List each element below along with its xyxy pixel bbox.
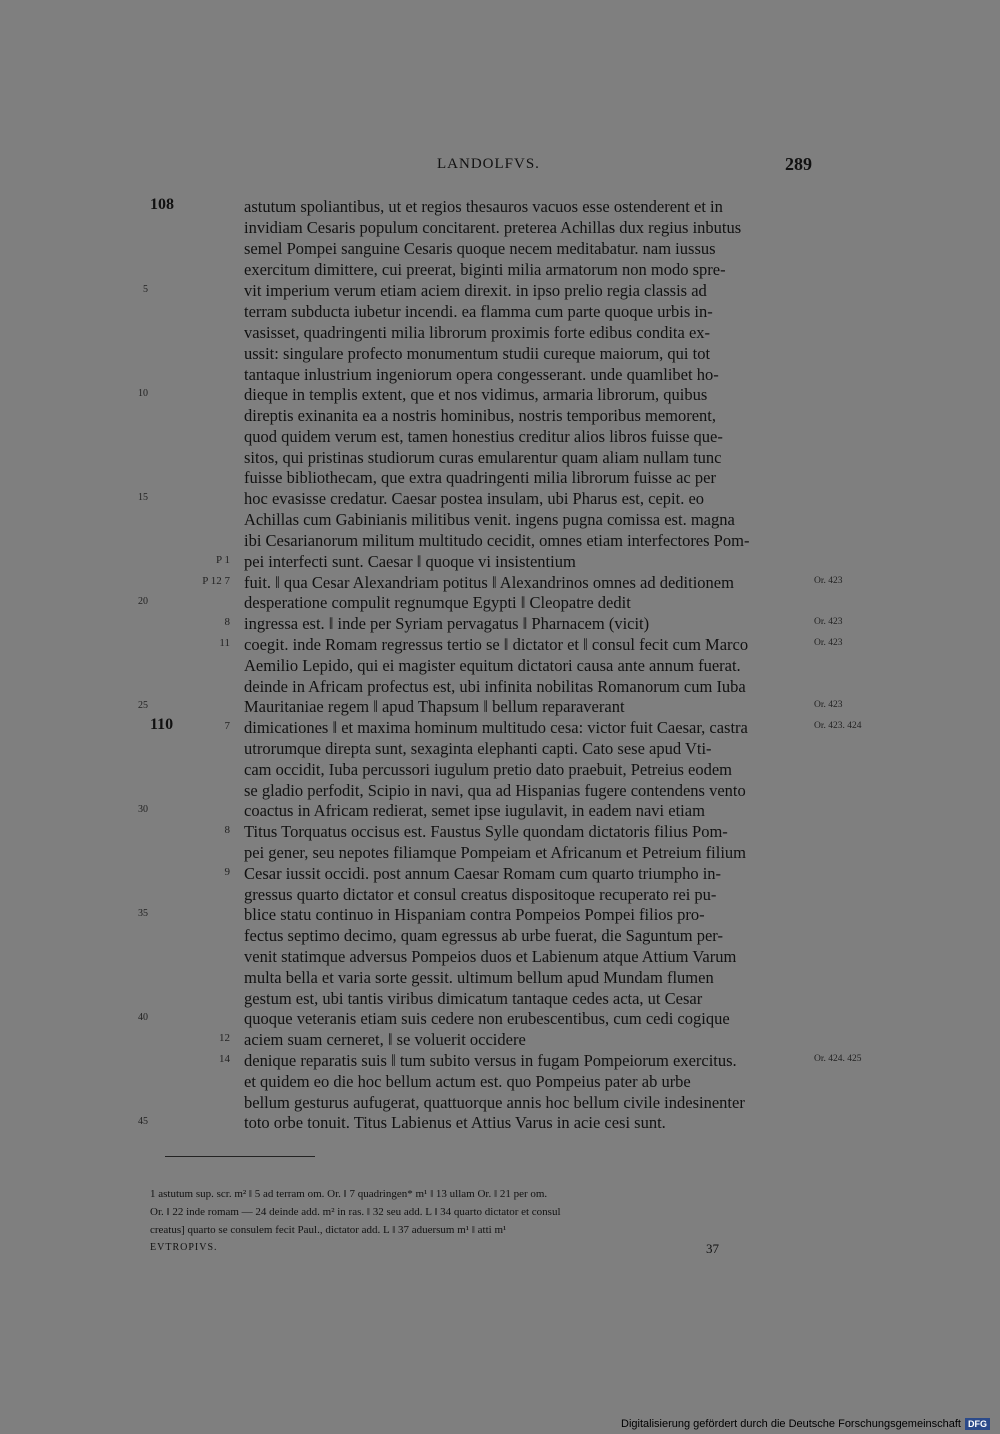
- footnote-line: 1 astutum sup. scr. m² ‖ 5 ad terram om. Or. ‖ 7 quadringen* m¹ ‖ 13 ullam Or. ‖ 21 per om.: [150, 1188, 548, 1200]
- text-line: Cesar iussit occidi. post annum Caesar Romam cum quarto triumpho in-: [244, 864, 722, 883]
- text-line: blice statu continuo in Hispaniam contra Pompeios Pompei filios pro-: [244, 905, 705, 924]
- text-line: coactus in Africam redierat, semet ipse iugulavit, in eadem navi etiam: [244, 801, 705, 820]
- orosius-ref: Or. 424. 425: [814, 1054, 862, 1064]
- line-number: 15: [138, 492, 148, 503]
- text-line: dimicationes ‖ et maxima hominum multitudo cesa: victor fuit Caesar, castra: [244, 718, 748, 737]
- text-line: fuisse bibliothecam, que extra quadringenti milia librorum fuisse ac per: [244, 468, 716, 487]
- orosius-ref: Or. 423: [814, 617, 843, 627]
- page-number: 289: [785, 154, 812, 174]
- text-line: desperatione compulit regnumque Egypti ‖ Cleopatre dedit: [244, 593, 631, 612]
- text-line: semel Pompei sanguine Cesaris quoque necem meditabatur. nam iussus: [244, 239, 716, 258]
- orosius-ref: Or. 423: [814, 638, 843, 648]
- source-ref: 11: [219, 637, 230, 649]
- line-number: 40: [138, 1012, 148, 1023]
- digitization-credit: [621, 1418, 990, 1430]
- text-line: venit statimque adversus Pompeios duos et Labienum atque Attium Varum: [244, 947, 737, 966]
- line-number: 45: [138, 1116, 148, 1127]
- critical-apparatus: [150, 1185, 810, 1239]
- text-line: vasisset, quadringenti milia librorum proximis forte edibus condita ex-: [244, 323, 711, 342]
- text-line: tantaque inlustrium ingeniorum opera congesserant. unde quamlibet ho-: [244, 365, 719, 384]
- footnote-line: Or. ‖ 22 inde romam — 24 deinde add. m² in ras. ‖ 32 seu add. L ‖ 34 quarto dictator et consul: [150, 1206, 561, 1218]
- orosius-ref: Or. 423: [814, 700, 843, 710]
- line-number: 10: [138, 388, 148, 399]
- text-line: Aemilio Lepido, qui ei magister equitum dictatori causa ante annum fuerat.: [244, 656, 741, 675]
- text-line: se gladio perfodit, Scipio in navi, qua ad Hispanias fugere contendens vento: [244, 781, 746, 800]
- signature-number: 37: [706, 1241, 719, 1256]
- text-line: multa bella et varia sorte gessit. ultimum bellum apud Mundam flumen: [244, 968, 714, 987]
- text-line: Achillas cum Gabinianis militibus venit. ingens pugna comissa est. magna: [244, 510, 735, 529]
- text-line: hoc evasisse credatur. Caesar postea insulam, ubi Pharus est, cepit. eo: [244, 489, 705, 508]
- text-line: bellum gesturus aufugerat, quattuorque annis hoc bellum civile indesinenter: [244, 1093, 745, 1112]
- text-line: cam occidit, Iuba percussori iugulum pretio dato praebuit, Petreius eodem: [244, 760, 732, 779]
- text-line: ussit: singulare profecto monumentum studii cureque maiorum, qui tot: [244, 344, 711, 363]
- text-line: terram subducta iubetur incendi. ea flamma cum parte quoque urbis in-: [244, 302, 713, 321]
- source-ref: 8: [224, 824, 230, 836]
- source-ref: 8: [224, 616, 230, 628]
- dfg-logo-icon: DFG: [965, 1418, 990, 1430]
- section-number: 110: [150, 716, 174, 733]
- text-line: sitos, qui pristinas studiorum curas emularentur quam aliam nullam tunc: [244, 448, 722, 467]
- source-ref: P 12 7: [202, 575, 230, 587]
- text-line: deinde in Africam profectus est, ubi infinita nobilitas Romanorum cum Iuba: [244, 677, 746, 696]
- text-line: fuit. ‖ qua Cesar Alexandriam potitus ‖ Alexandrinos omnes ad deditionem: [244, 573, 734, 592]
- source-ref: 9: [224, 866, 230, 878]
- text-line: vit imperium verum etiam aciem direxit. in ipso prelio regia classis ad: [244, 281, 707, 300]
- source-ref: 14: [219, 1053, 230, 1065]
- text-line: denique reparatis suis ‖ tum subito versus in fugam Pompeiorum exercitus.: [244, 1051, 737, 1070]
- text-line: pei interfecti sunt. Caesar ‖ quoque vi insistentium: [244, 552, 576, 571]
- text-line: astutum spoliantibus, ut et regios thesauros vacuos esse ostenderent et in: [244, 197, 723, 216]
- source-ref: 7: [224, 720, 230, 732]
- text-line: aciem suam cerneret, ‖ se voluerit occidere: [244, 1030, 526, 1049]
- text-line: ingressa est. ‖ inde per Syriam pervagatus ‖ Pharnacem (vicit): [244, 614, 650, 633]
- text-line: coegit. inde Romam regressus tertio se ‖ dictator et ‖ consul fecit cum Marco: [244, 635, 749, 654]
- text-line: quoque veteranis etiam suis cedere non erubescentibus, cum cedi cogique: [244, 1009, 730, 1028]
- text-line: dieque in templis extent, que et nos vidimus, armaria librorum, quibus: [244, 385, 708, 404]
- source-ref: P 1: [216, 554, 230, 566]
- line-number: 35: [138, 908, 148, 919]
- section-number: 108: [150, 196, 174, 213]
- signature-mark: EVTROPIVS.: [150, 1242, 218, 1253]
- text-line: toto orbe tonuit. Titus Labienus et Attius Varus in acie cesi sunt.: [244, 1113, 666, 1132]
- digitization-note: Digitalisierung gefördert durch die Deutsche Forschungsgemeinschaft: [621, 1418, 961, 1430]
- text-line: invidiam Cesaris populum concitarent. preterea Achillas dux regius inbutus: [244, 218, 742, 237]
- text-line: quod quidem verum est, tamen honestius creditur alios libros fuisse que-: [244, 427, 723, 446]
- line-number: 30: [138, 804, 148, 815]
- line-number: 5: [143, 284, 148, 295]
- footnote-line: creatus] quarto se consulem fecit Paul., dictator add. L ‖ 37 aduersum m¹ ‖ atti m¹: [150, 1224, 507, 1236]
- orosius-ref: Or. 423. 424: [814, 721, 862, 731]
- source-ref: 12: [219, 1032, 230, 1044]
- text-line: Mauritaniae regem ‖ apud Thapsum ‖ bellum reparaverant: [244, 697, 625, 716]
- footnote-rule: [165, 1156, 315, 1157]
- orosius-ref: Or. 423: [814, 576, 843, 586]
- text-line: exercitum dimittere, cui preerat, biginti milia armatorum non modo spre-: [244, 260, 726, 279]
- text-line: fectus septimo decimo, quam egressus ab urbe fuerat, die Saguntum per-: [244, 926, 723, 945]
- line-number: 20: [138, 596, 148, 607]
- text-line: Titus Torquatus occisus est. Faustus Sylle quondam dictatoris filius Pom-: [244, 822, 728, 841]
- text-line: pei gener, seu nepotes filiamque Pompeiam et Africanum et Petreium filium: [244, 843, 746, 862]
- text-line: et quidem eo die hoc bellum actum est. quo Pompeius pater ab urbe: [244, 1072, 691, 1091]
- text-line: gestum est, ubi tantis viribus dimicatum tantaque cedes acta, ut Cesar: [244, 989, 703, 1008]
- text-line: utrorumque direpta sunt, sexaginta elephanti capti. Cato sese apud Vti-: [244, 739, 712, 758]
- line-number: 25: [138, 700, 148, 711]
- text-line: ibi Cesarianorum militum multitudo cecidit, omnes etiam interfectores Pom-: [244, 531, 750, 550]
- text-line: direptis exinanita ea a nostris hominibus, nostris temporibus memorent,: [244, 406, 717, 425]
- text-line: gressus quarto dictator et consul creatus dispositoque recuperato rei pu-: [244, 885, 717, 904]
- running-title: LANDOLFVS.: [437, 156, 540, 172]
